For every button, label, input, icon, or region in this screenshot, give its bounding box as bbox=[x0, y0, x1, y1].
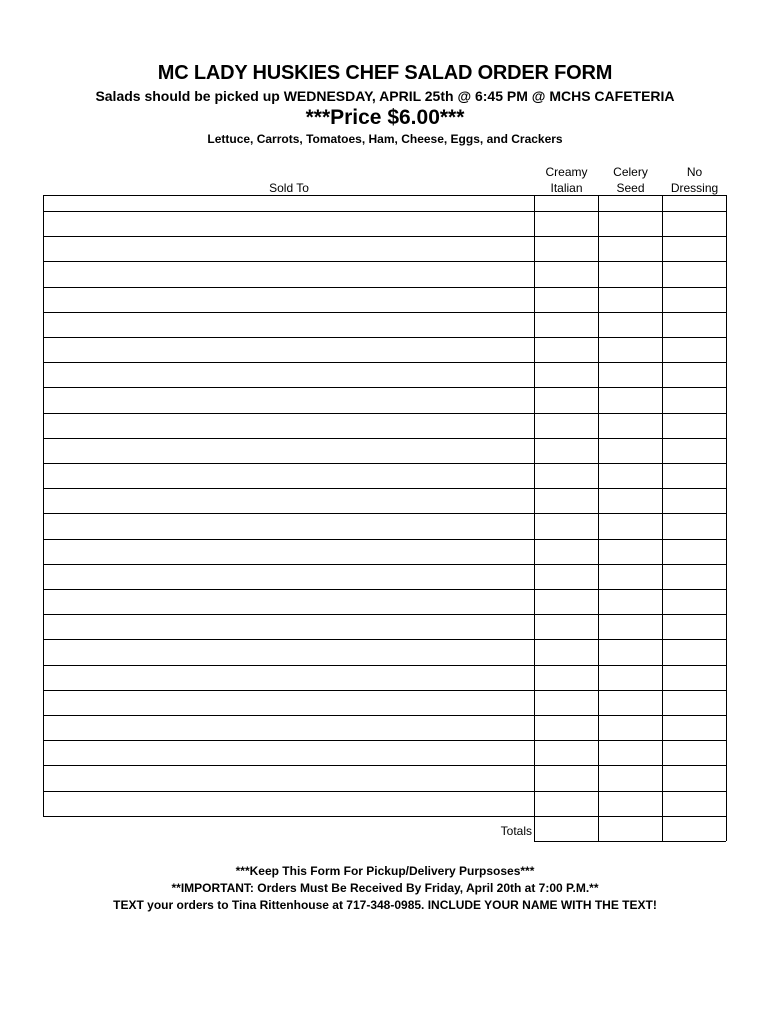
dressing-count-cell[interactable] bbox=[534, 614, 598, 639]
dressing-count-cell[interactable] bbox=[598, 211, 662, 236]
dressing-count-cell[interactable] bbox=[598, 337, 662, 362]
totals-cell[interactable] bbox=[598, 816, 662, 841]
dressing-count-cell[interactable] bbox=[534, 639, 598, 665]
dressing-count-cell[interactable] bbox=[534, 362, 598, 387]
dressing-count-cell[interactable] bbox=[598, 539, 662, 564]
dressing-count-cell[interactable] bbox=[598, 287, 662, 312]
totals-cell[interactable] bbox=[662, 816, 726, 841]
pickup-info: Salads should be picked up WEDNESDAY, APRIL 25th @ 6:45 PM @ MCHS CAFETERIA bbox=[95, 88, 675, 104]
order-grid bbox=[43, 195, 726, 841]
sold-to-cell[interactable] bbox=[43, 312, 534, 337]
creamy-italian-header bbox=[535, 164, 598, 196]
celery-seed-header bbox=[599, 164, 662, 196]
dressing-count-cell[interactable] bbox=[534, 564, 598, 589]
dressing-count-cell[interactable] bbox=[534, 488, 598, 513]
dressing-count-cell[interactable] bbox=[662, 438, 726, 463]
dressing-count-cell[interactable] bbox=[662, 413, 726, 438]
sold-to-cell[interactable] bbox=[43, 614, 534, 639]
sold-to-cell[interactable] bbox=[43, 195, 534, 211]
dressing-count-cell[interactable] bbox=[662, 236, 726, 261]
dressing-count-cell[interactable] bbox=[598, 715, 662, 740]
dressing-count-cell[interactable] bbox=[662, 765, 726, 791]
sold-to-cell[interactable] bbox=[43, 639, 534, 665]
dressing-count-cell[interactable] bbox=[662, 665, 726, 690]
dressing-count-cell[interactable] bbox=[534, 765, 598, 791]
dressing-count-cell[interactable] bbox=[662, 211, 726, 236]
dressing-count-cell[interactable] bbox=[534, 438, 598, 463]
dressing-count-cell[interactable] bbox=[598, 387, 662, 413]
dressing-count-cell[interactable] bbox=[662, 639, 726, 665]
dressing-count-cell[interactable] bbox=[662, 539, 726, 564]
dressing-count-cell[interactable] bbox=[662, 488, 726, 513]
creamy-italian-header-line2: Italian bbox=[550, 181, 583, 195]
dressing-count-cell[interactable] bbox=[598, 513, 662, 539]
dressing-count-cell[interactable] bbox=[662, 564, 726, 589]
sold-to-cell[interactable] bbox=[43, 413, 534, 438]
dressing-count-cell[interactable] bbox=[534, 791, 598, 816]
sold-to-cell[interactable] bbox=[43, 287, 534, 312]
dressing-count-cell[interactable] bbox=[662, 690, 726, 715]
dressing-count-cell[interactable] bbox=[662, 387, 726, 413]
price-label: ***Price $6.00*** bbox=[305, 106, 465, 129]
dressing-count-cell[interactable] bbox=[598, 639, 662, 665]
celery-seed-header-line1: Celery bbox=[613, 165, 648, 179]
dressing-count-cell[interactable] bbox=[534, 513, 598, 539]
no-dressing-header-line2: Dressing bbox=[670, 181, 719, 195]
dressing-count-cell[interactable] bbox=[662, 337, 726, 362]
dressing-count-cell[interactable] bbox=[662, 791, 726, 816]
sold-to-cell[interactable] bbox=[43, 715, 534, 740]
dressing-count-cell[interactable] bbox=[662, 740, 726, 765]
sold-to-cell[interactable] bbox=[43, 665, 534, 690]
dressing-count-cell[interactable] bbox=[598, 690, 662, 715]
sold-to-cell[interactable] bbox=[43, 438, 534, 463]
dressing-count-cell[interactable] bbox=[598, 195, 662, 211]
dressing-count-cell[interactable] bbox=[534, 312, 598, 337]
sold-to-cell[interactable] bbox=[43, 362, 534, 387]
dressing-count-cell[interactable] bbox=[598, 665, 662, 690]
dressing-count-cell[interactable] bbox=[534, 287, 598, 312]
dressing-count-cell[interactable] bbox=[534, 413, 598, 438]
important-deadline-note: **IMPORTANT: Orders Must Be Received By Friday, April 20th at 7:00 P.M.** bbox=[171, 881, 599, 895]
sold-to-cell[interactable] bbox=[43, 236, 534, 261]
keep-form-note: ***Keep This Form For Pickup/Delivery Purpsoses*** bbox=[235, 864, 535, 878]
sold-to-cell[interactable] bbox=[43, 589, 534, 614]
dressing-count-cell[interactable] bbox=[662, 715, 726, 740]
sold-to-cell[interactable] bbox=[43, 690, 534, 715]
totals-label: Totals bbox=[500, 824, 532, 838]
totals-row-line bbox=[534, 841, 726, 842]
dressing-count-cell[interactable] bbox=[534, 211, 598, 236]
sold-to-cell[interactable] bbox=[43, 261, 534, 287]
dressing-count-cell[interactable] bbox=[662, 589, 726, 614]
form-title: MC LADY HUSKIES CHEF SALAD ORDER FORM bbox=[157, 62, 613, 84]
no-dressing-header-line1: No bbox=[686, 165, 703, 179]
sold-to-cell[interactable] bbox=[43, 463, 534, 488]
dressing-count-cell[interactable] bbox=[662, 463, 726, 488]
sold-to-cell[interactable] bbox=[43, 564, 534, 589]
sold-to-cell[interactable] bbox=[43, 740, 534, 765]
dressing-count-cell[interactable] bbox=[662, 513, 726, 539]
dressing-count-cell[interactable] bbox=[534, 690, 598, 715]
dressing-count-cell[interactable] bbox=[598, 765, 662, 791]
dressing-count-cell[interactable] bbox=[534, 337, 598, 362]
totals-cell[interactable] bbox=[534, 816, 598, 841]
dressing-count-cell[interactable] bbox=[598, 589, 662, 614]
dressing-count-cell[interactable] bbox=[534, 740, 598, 765]
sold-to-cell[interactable] bbox=[43, 387, 534, 413]
dressing-count-cell[interactable] bbox=[598, 438, 662, 463]
no-dressing-header bbox=[663, 164, 726, 196]
dressing-count-cell[interactable] bbox=[534, 589, 598, 614]
creamy-italian-header-line1: Creamy bbox=[545, 165, 588, 179]
dressing-count-cell[interactable] bbox=[534, 195, 598, 211]
celery-seed-header-line2: Seed bbox=[616, 181, 645, 195]
sold-to-cell[interactable] bbox=[43, 211, 534, 236]
dressing-count-cell[interactable] bbox=[662, 614, 726, 639]
dressing-count-cell[interactable] bbox=[534, 665, 598, 690]
dressing-count-cell[interactable] bbox=[662, 312, 726, 337]
dressing-count-cell[interactable] bbox=[598, 564, 662, 589]
dressing-count-cell[interactable] bbox=[598, 362, 662, 387]
dressing-count-cell[interactable] bbox=[534, 236, 598, 261]
dressing-count-cell[interactable] bbox=[534, 539, 598, 564]
dressing-count-cell[interactable] bbox=[534, 387, 598, 413]
dressing-count-cell[interactable] bbox=[598, 791, 662, 816]
ingredients-list: Lettuce, Carrots, Tomatoes, Ham, Cheese, Eggs, and Crackers bbox=[207, 132, 563, 146]
dressing-count-cell[interactable] bbox=[662, 362, 726, 387]
dressing-count-cell[interactable] bbox=[534, 715, 598, 740]
sold-to-cell[interactable] bbox=[43, 539, 534, 564]
sold-to-cell[interactable] bbox=[43, 337, 534, 362]
dressing-count-cell[interactable] bbox=[534, 463, 598, 488]
dressing-count-cell[interactable] bbox=[598, 236, 662, 261]
dressing-count-cell[interactable] bbox=[598, 463, 662, 488]
dressing-count-cell[interactable] bbox=[598, 488, 662, 513]
dressing-count-cell[interactable] bbox=[598, 740, 662, 765]
dressing-count-cell[interactable] bbox=[662, 287, 726, 312]
sold-to-cell[interactable] bbox=[43, 791, 534, 816]
dressing-count-cell[interactable] bbox=[598, 614, 662, 639]
dressing-count-cell[interactable] bbox=[598, 312, 662, 337]
sold-to-cell[interactable] bbox=[43, 513, 534, 539]
dressing-count-cell[interactable] bbox=[534, 261, 598, 287]
dressing-count-cell[interactable] bbox=[662, 195, 726, 211]
column-line bbox=[726, 195, 727, 841]
sold-to-header: Sold To bbox=[269, 181, 309, 195]
sold-to-cell[interactable] bbox=[43, 488, 534, 513]
sold-to-cell[interactable] bbox=[43, 765, 534, 791]
dressing-count-cell[interactable] bbox=[662, 261, 726, 287]
dressing-count-cell[interactable] bbox=[598, 413, 662, 438]
dressing-count-cell[interactable] bbox=[598, 261, 662, 287]
text-orders-note: TEXT your orders to Tina Rittenhouse at 717-348-0985. INCLUDE YOUR NAME WITH THE TEXT! bbox=[113, 898, 657, 912]
